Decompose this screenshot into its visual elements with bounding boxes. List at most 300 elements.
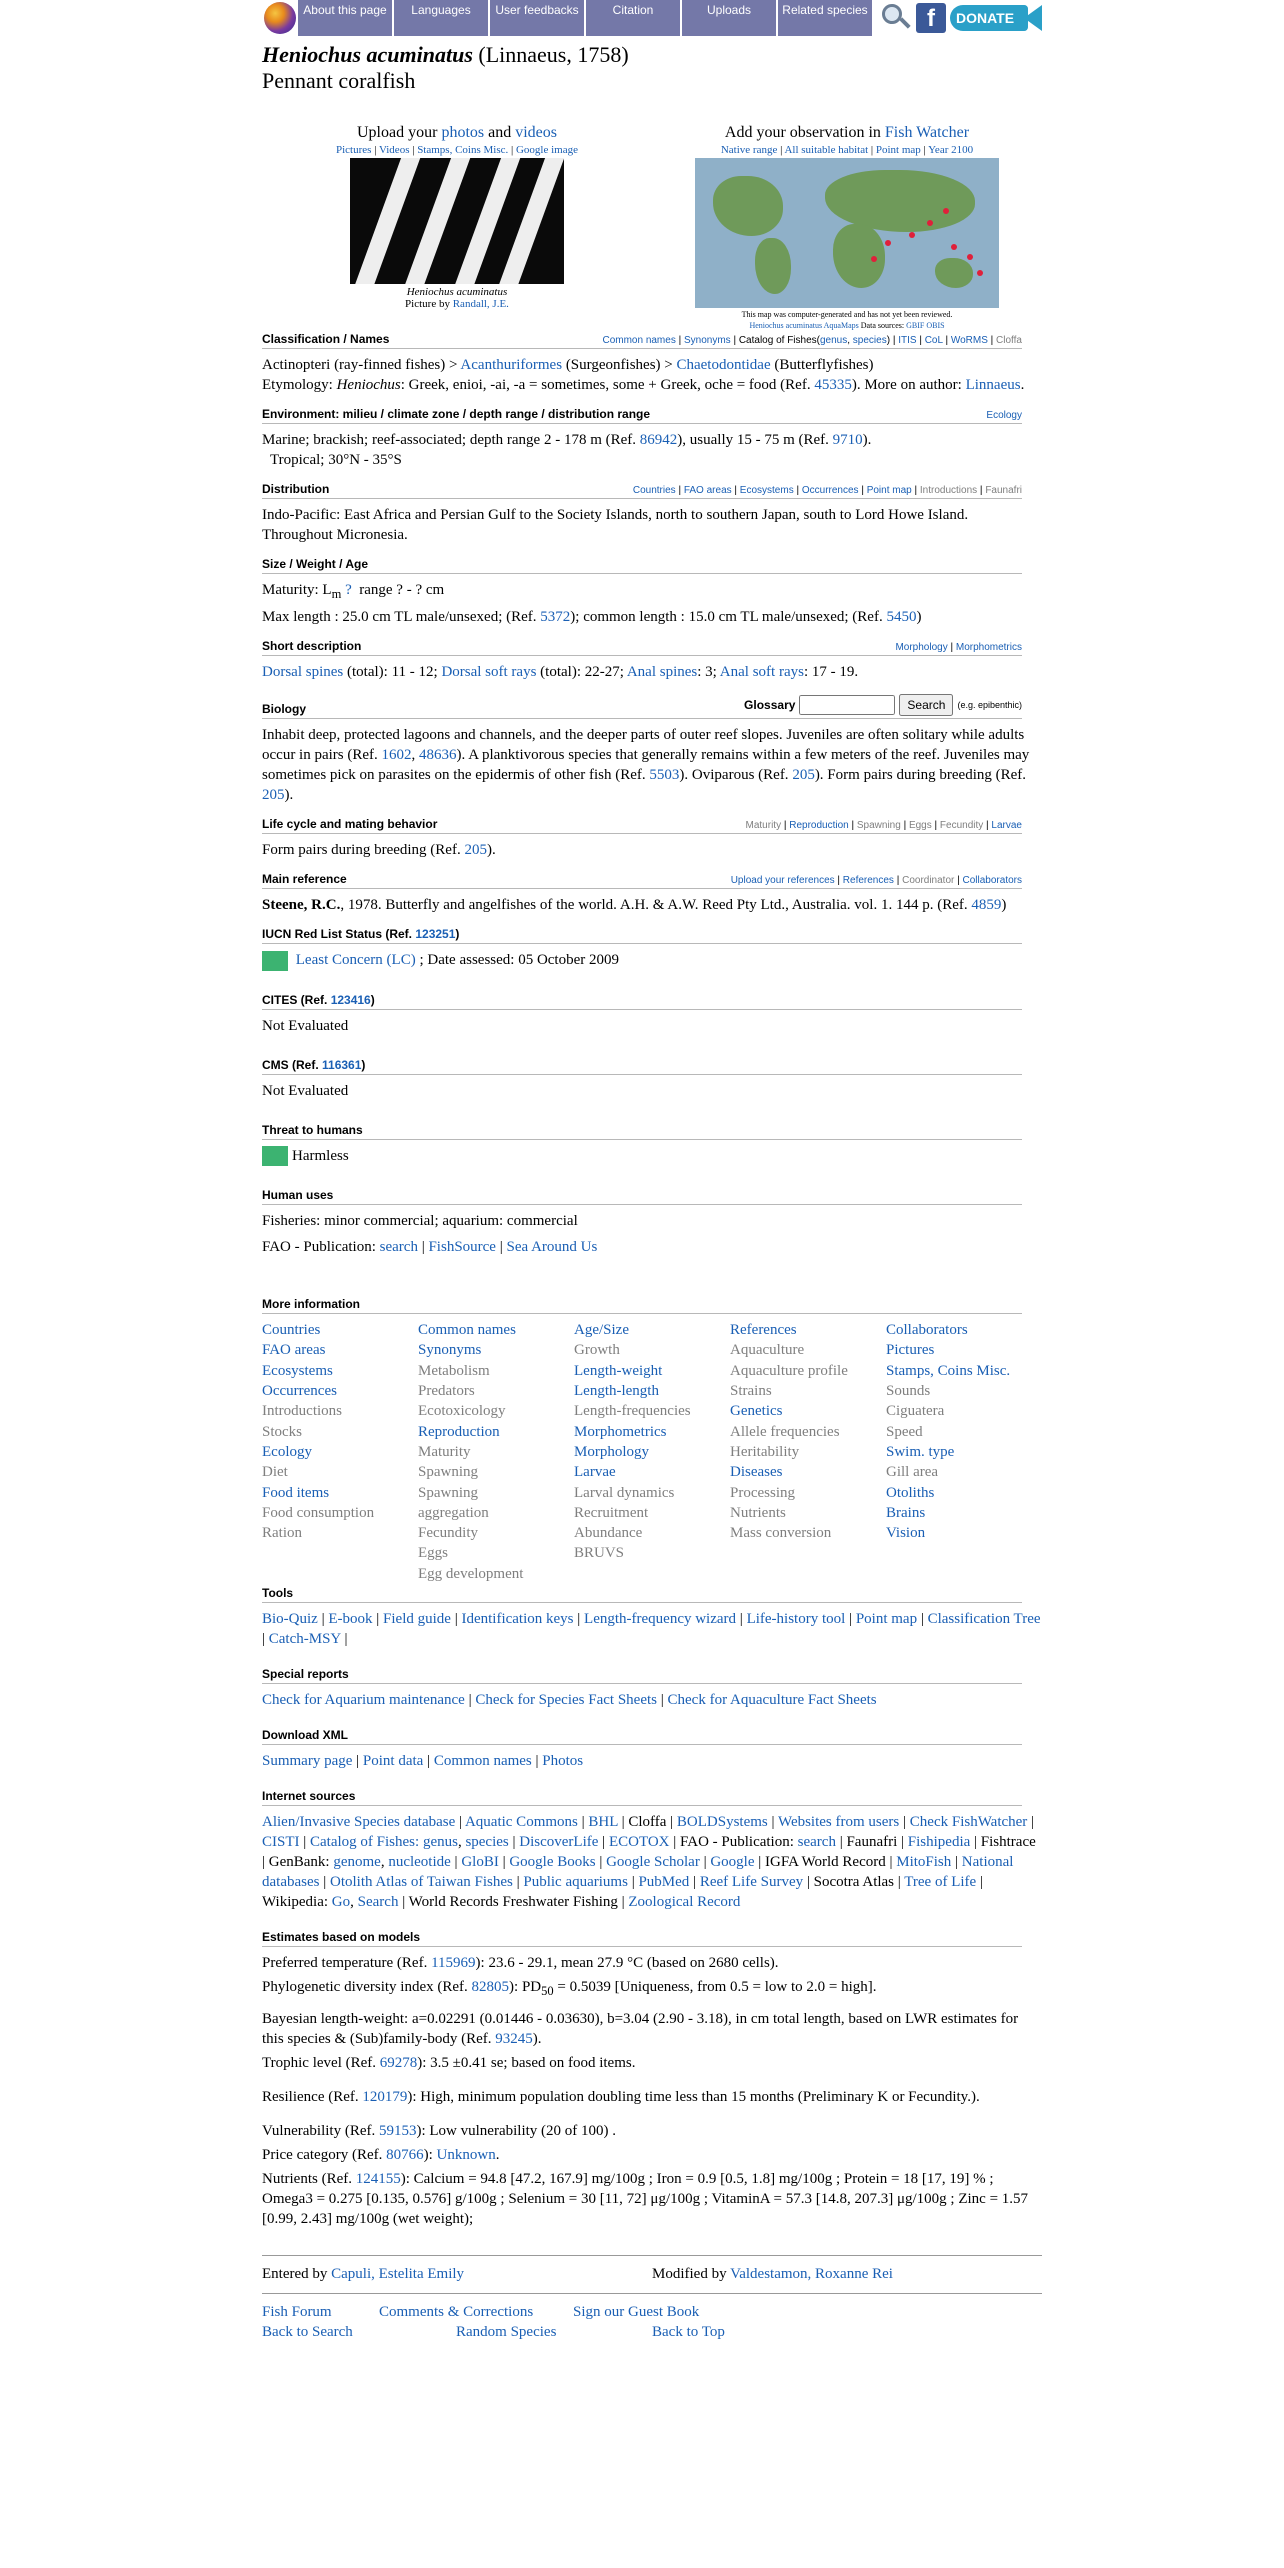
lifecycle-header xyxy=(262,817,1022,834)
ref-link[interactable]: 205 xyxy=(262,787,285,803)
more-info-label: Ration xyxy=(262,1525,302,1542)
more-info-label: Nutrients xyxy=(730,1504,786,1521)
biology-text: ). Oviparous (Ref. xyxy=(679,767,789,783)
identification-keys-link[interactable]: Identification keys xyxy=(461,1610,574,1627)
fin-text: (total): 22-27; xyxy=(540,664,624,680)
ref-link[interactable]: 86942 xyxy=(639,432,678,448)
classification-body: Actinopteri (ray-finned fishes) > Acanthuriformes (Surgeonfishes) > Chaetodontidae (Butterflyfishes) Etymology: Heniochus: Greek, enioi, -ai, -a = sometimes, some + Greek, oche = food (Ref. 45335). More on author: Linnaeus. xyxy=(262,357,1025,393)
internet-source-text: | xyxy=(299,1833,311,1850)
facebook-icon[interactable]: f xyxy=(916,3,946,33)
ref-link[interactable]: 123416 xyxy=(330,992,371,1007)
search-icon-ring xyxy=(882,4,902,24)
back-to-search-link[interactable]: Back to Search xyxy=(262,2323,353,2340)
anal-soft-rays-link[interactable]: Anal soft rays xyxy=(719,664,804,680)
more-info-label: Diet xyxy=(262,1464,288,1481)
internet-sources-header xyxy=(262,1789,1022,1806)
map-species-link[interactable]: Heniochus acuminatus xyxy=(749,321,823,330)
estimate-sub: 50 xyxy=(541,1983,554,1998)
more-info-link[interactable]: FAO areas xyxy=(262,1342,326,1359)
ref-link[interactable]: 45335 xyxy=(814,377,852,393)
internet-source-link[interactable]: Google Scholar xyxy=(606,1853,700,1870)
size-text: ); common length : 15.0 cm TL male/unsexed; (Ref. xyxy=(570,609,883,625)
iucn-status-link[interactable]: Least Concern (LC) xyxy=(295,952,416,968)
pictures-link[interactable]: Pictures xyxy=(336,144,372,156)
ref-link[interactable]: 116361 xyxy=(322,1057,362,1072)
internet-source-text: | Wikipedia: xyxy=(262,1873,987,1910)
year-2100-link[interactable]: Year 2100 xyxy=(928,144,974,156)
estimate-text: ): 23.6 - 29.1, mean 27.9 °C (based on 2680 cells). xyxy=(475,1954,779,1971)
internet-source-text: | xyxy=(512,1873,524,1890)
more-info-link[interactable]: Food items xyxy=(262,1484,330,1501)
glossary-search-button[interactable]: Search xyxy=(899,694,953,716)
price-category-link[interactable]: Unknown xyxy=(436,2146,496,2163)
upload-references-link[interactable]: Upload your references xyxy=(730,875,835,886)
aquarium-maintenance-link[interactable]: Check for Aquarium maintenance xyxy=(262,1691,465,1708)
back-to-top-link[interactable]: Back to Top xyxy=(652,2323,725,2340)
aquamaps-link[interactable]: AquaMaps xyxy=(823,321,859,330)
short-description-section xyxy=(262,639,1042,682)
synonyms-link[interactable]: Synonyms xyxy=(683,335,731,346)
faunafri-label: Faunafri xyxy=(985,485,1022,496)
more-info-label: Abundance xyxy=(574,1525,643,1542)
species-photo[interactable] xyxy=(350,158,564,284)
section-title: Special reports xyxy=(262,1666,349,1681)
map-occurrence-dot xyxy=(909,232,915,238)
environment-header xyxy=(262,407,1022,424)
short-description-body xyxy=(262,662,1042,682)
data-sources-label: Data sources: xyxy=(860,321,905,330)
internet-source-text: | xyxy=(319,1873,330,1890)
more-info-link[interactable]: Genetics xyxy=(730,1403,783,1420)
internet-source-link[interactable]: BHL xyxy=(588,1813,618,1830)
more-info-link[interactable]: Morphology xyxy=(574,1443,649,1460)
internet-source-link[interactable]: Zoological Record xyxy=(628,1893,741,1910)
stamps-link[interactable]: Stamps, Coins Misc. xyxy=(417,144,509,156)
point-map-link[interactable]: Point map xyxy=(855,1610,918,1627)
tab-languages[interactable]: Languages xyxy=(394,0,490,36)
internet-source-link[interactable]: nucleotide xyxy=(388,1853,451,1870)
cites-section xyxy=(262,993,1042,1036)
summary-page-link[interactable]: Summary page xyxy=(262,1752,353,1769)
ref-link[interactable]: 9710 xyxy=(832,432,863,448)
more-info-label: Eggs xyxy=(418,1545,448,1562)
more-info-label: Spawning xyxy=(418,1464,478,1481)
internet-source-link[interactable]: Websites from users xyxy=(777,1813,900,1830)
more-info-label: Aquaculture xyxy=(730,1342,805,1359)
ref-link[interactable]: 4859 xyxy=(971,897,1002,913)
more-info-link[interactable]: Stamps, Coins Misc. xyxy=(886,1362,1011,1379)
reference-text: ) xyxy=(1001,897,1007,913)
more-info-label: Recruitment xyxy=(574,1504,649,1521)
estimate-text: Vulnerability (Ref. xyxy=(262,2122,376,2139)
more-info-label: Fecundity xyxy=(418,1525,478,1542)
cloffa-label: Cloffa xyxy=(996,335,1022,346)
more-info-link[interactable]: Diseases xyxy=(730,1464,783,1481)
internet-source-link[interactable]: National databases xyxy=(262,1853,1018,1890)
classification-section xyxy=(262,332,1042,395)
class-text: Actinopteri (ray-finned fishes) > xyxy=(262,357,458,373)
fecundity-label: Fecundity xyxy=(939,820,984,831)
internet-source-text: | xyxy=(1027,1813,1038,1830)
species-fact-sheets-link[interactable]: Check for Species Fact Sheets xyxy=(475,1691,657,1708)
biology-text: ). Form pairs during breeding (Ref. xyxy=(814,767,1027,783)
threat-body xyxy=(262,1146,1042,1167)
internet-source-text: | xyxy=(598,1833,609,1850)
logo-disc xyxy=(264,2,296,34)
glossary-label: Glossary xyxy=(744,698,796,712)
more-info-label: Gill area xyxy=(886,1464,939,1481)
morphology-link[interactable]: Morphology xyxy=(895,642,948,653)
top-right-tools xyxy=(878,0,1042,36)
section-title: Main reference xyxy=(262,872,347,886)
catalog-species-link[interactable]: species xyxy=(852,335,887,346)
ref-link[interactable]: 123251 xyxy=(415,927,456,941)
internet-source-link[interactable]: genus xyxy=(422,1833,458,1850)
internet-source-text: , xyxy=(350,1893,358,1910)
upload-pre: Upload your xyxy=(357,124,438,141)
ecology-link[interactable]: Ecology xyxy=(986,410,1022,421)
tools-header xyxy=(262,1586,1022,1603)
more-info-link[interactable]: Countries xyxy=(262,1322,321,1339)
aquaculture-fact-sheets-link[interactable]: Check for Aquaculture Fact Sheets xyxy=(667,1691,877,1708)
more-info-link[interactable]: Ecology xyxy=(262,1443,312,1460)
modified-by-link[interactable]: Valdestamon, Roxanne Rei xyxy=(730,2265,893,2282)
biology-text: Inhabit deep, protected lagoons and channels, and the deeper parts of outer reef slopes. Juveniles are often solitary while adults occur in pairs (Ref. xyxy=(262,727,1025,763)
estimate-text: . xyxy=(495,2146,500,2163)
more-info-link[interactable]: Length-weight xyxy=(574,1362,663,1379)
more-info-link[interactable]: Occurrences xyxy=(262,1383,337,1400)
short-description-header xyxy=(262,639,1022,656)
paren: ) xyxy=(886,335,891,346)
ref-link[interactable]: 120179 xyxy=(362,2088,408,2105)
common-name: Pennant coralfish xyxy=(262,68,416,93)
internet-source-link[interactable]: Catalog of Fishes: xyxy=(310,1833,420,1850)
tab-related-species[interactable]: Related species xyxy=(778,0,874,36)
internet-source-link[interactable]: Otolith Atlas of Taiwan Fishes xyxy=(330,1873,513,1890)
fish-watcher-link[interactable]: Fish Watcher xyxy=(884,124,970,141)
photographer-link[interactable]: Randall, J.E. xyxy=(452,298,509,310)
more-info-link[interactable]: Ecosystems xyxy=(262,1362,333,1379)
size-header xyxy=(262,557,1022,574)
author-link[interactable]: Linnaeus xyxy=(965,377,1021,393)
internet-source-text: | xyxy=(498,1853,510,1870)
videos-link[interactable]: videos xyxy=(515,124,557,141)
map-occurrence-dot xyxy=(967,254,973,260)
internet-source-text: | xyxy=(699,1853,711,1870)
section-title: Threat to humans xyxy=(262,1122,363,1137)
internet-source-link[interactable]: search xyxy=(797,1833,836,1850)
lifecycle-body xyxy=(262,840,1042,860)
ref-link[interactable]: 82805 xyxy=(471,1978,510,1995)
special-reports-section xyxy=(262,1667,1042,1710)
entered-by-link[interactable]: Capuli, Estelita Emily xyxy=(331,2265,465,2282)
internet-source-link[interactable]: Search xyxy=(357,1893,399,1910)
fishsource-link[interactable]: FishSource xyxy=(428,1239,496,1256)
internet-source-text: | Cloffa | xyxy=(617,1813,677,1830)
ref-link[interactable]: 5450 xyxy=(886,609,917,625)
ref-link[interactable]: 205 xyxy=(464,842,487,858)
obis-link[interactable]: OBIS xyxy=(926,321,945,330)
photo-credit xyxy=(262,298,652,310)
dorsal-spines-link[interactable]: Dorsal spines xyxy=(262,664,344,680)
tab-user-feedbacks[interactable]: User feedbacks xyxy=(490,0,586,36)
iucn-header xyxy=(262,927,1022,944)
random-species-link[interactable]: Random Species xyxy=(456,2323,557,2340)
photo-links: Pictures | Videos | Stamps, Coins Misc. | Google image xyxy=(336,144,578,156)
internet-source-link[interactable]: Check FishWatcher xyxy=(909,1813,1028,1830)
download-xml-section xyxy=(262,1728,1042,1771)
morphometrics-link[interactable]: Morphometrics xyxy=(955,642,1022,653)
main-reference-body xyxy=(262,895,1042,915)
estimate-text: Preferred temperature (Ref. xyxy=(262,1954,428,1971)
internet-source-link[interactable]: Google Books xyxy=(509,1853,596,1870)
internet-source-link[interactable]: MitoFish xyxy=(896,1853,952,1870)
more-info-link[interactable]: Reproduction xyxy=(418,1423,500,1440)
collaborators-link[interactable]: Collaborators xyxy=(962,875,1022,886)
reference-links: Upload your references | References | Coordinator | Collaborators xyxy=(730,875,1022,886)
ref-link[interactable]: 69278 xyxy=(379,2054,418,2071)
ref-link[interactable]: 1602 xyxy=(381,747,412,763)
ref-link[interactable]: 80766 xyxy=(386,2146,424,2163)
cms-head-text: ) xyxy=(361,1057,366,1072)
estimates-body xyxy=(262,1953,1042,2229)
common-names-xml-link[interactable]: Common names xyxy=(433,1752,532,1769)
lifecycle-text: Form pairs during breeding (Ref. xyxy=(262,842,461,858)
internet-source-link[interactable]: PubMed xyxy=(638,1873,690,1890)
maturity-sub: m xyxy=(331,587,342,601)
reference-text: , 1978. Butterfly and angelfishes of the world. A.H. & A.W. Reed Pty Ltd., Australia. vol. 1. 144 p. (Ref. xyxy=(340,897,968,913)
map-occurrence-dot xyxy=(871,256,877,262)
more-info-link[interactable]: Synonyms xyxy=(418,1342,482,1359)
cms-body: Not Evaluated xyxy=(262,1082,349,1099)
section-title: Environment: milieu / climate zone / depth range / distribution range xyxy=(262,407,651,421)
search-icon[interactable] xyxy=(878,1,912,35)
more-info-link[interactable]: Otoliths xyxy=(886,1484,935,1501)
iucn-body xyxy=(262,950,1042,971)
etymology-genus: Heniochus xyxy=(336,377,401,393)
ref-link[interactable]: 115969 xyxy=(431,1954,476,1971)
ref-link[interactable]: 48636 xyxy=(419,747,457,763)
size-section xyxy=(262,557,1042,627)
catalog-genus-link[interactable]: genus xyxy=(819,335,848,346)
maturity-help-link[interactable]: ? xyxy=(345,582,352,598)
more-info-link[interactable]: Collaborators xyxy=(886,1322,968,1339)
gbif-link[interactable]: GBIF xyxy=(906,321,925,330)
estimate-text: Nutrients (Ref. xyxy=(262,2170,352,2187)
internet-source-text: | IGFA World Record | xyxy=(754,1853,897,1870)
ecosystems-link[interactable]: Ecosystems xyxy=(739,485,794,496)
order-link[interactable]: Acanthuriformes xyxy=(460,357,563,373)
ref-link[interactable]: 5372 xyxy=(540,609,571,625)
length-frequency-wizard-link[interactable]: Length-frequency wizard xyxy=(584,1610,737,1627)
distribution-map[interactable] xyxy=(695,158,999,308)
cms-header xyxy=(262,1058,1022,1075)
more-info-link[interactable]: Swim. type xyxy=(886,1443,955,1460)
internet-source-text: | xyxy=(899,1813,910,1830)
tab-about-this-page[interactable]: About this page xyxy=(298,0,394,36)
section-title: Classification / Names xyxy=(262,332,390,346)
more-info-label: Ciguatera xyxy=(886,1403,945,1420)
col-link[interactable]: CoL xyxy=(924,335,943,346)
maturity-label: Maturity: L xyxy=(262,582,332,598)
internet-source-text: | xyxy=(455,1813,465,1830)
more-info-link[interactable]: Vision xyxy=(886,1525,926,1542)
anal-spines-link[interactable]: Anal spines xyxy=(626,664,698,680)
reproduction-link[interactable]: Reproduction xyxy=(789,820,849,831)
more-info-link[interactable]: Pictures xyxy=(886,1342,935,1359)
glossary-input[interactable] xyxy=(799,695,895,715)
fish-forum-link[interactable]: Fish Forum xyxy=(262,2303,332,2320)
glossary-search xyxy=(744,694,1022,716)
biology-body: Inhabit deep, protected lagoons and channels, and the deeper parts of outer reef slopes. Juveniles are often solitary while adults occur in pairs (Ref. 1602, 48636). A planktivorous species that generally remains within a few meters of the reef. Juveniles may sometimes pick on parasites on the epidermis of other fish (Ref. 5503). Oviparous (Ref. 205). Form pairs during breeding (Ref. 205). xyxy=(262,727,1030,803)
larvae-link[interactable]: Larvae xyxy=(991,820,1022,831)
estimate-text: ): Low vulnerability (20 of 100) . xyxy=(416,2122,617,2139)
footer-links xyxy=(262,2293,1042,2342)
more-info-link[interactable]: References xyxy=(730,1322,797,1339)
fao-areas-link[interactable]: FAO areas xyxy=(683,485,732,496)
internet-source-link[interactable]: CISTI xyxy=(262,1833,300,1850)
distribution-body: Indo-Pacific: East Africa and Persian Gulf to the Society Islands, north to southern Japan, south to Lord Howe Island. Throughout Micronesia. xyxy=(262,507,969,543)
point-map-link[interactable]: Point map xyxy=(875,144,921,156)
catalog-label: Catalog of Fishes( xyxy=(738,335,820,346)
footer-links-row xyxy=(262,2322,1042,2342)
field-guide-link[interactable]: Field guide xyxy=(383,1610,451,1627)
native-range-link[interactable]: Native range xyxy=(720,144,778,156)
suitable-habitat-link[interactable]: All suitable habitat xyxy=(784,144,869,156)
internet-source-link[interactable]: species xyxy=(465,1833,509,1850)
videos-sub-link[interactable]: Videos xyxy=(378,144,410,156)
ref-link[interactable]: 5503 xyxy=(649,767,680,783)
main-reference-section xyxy=(262,872,1042,915)
species-title xyxy=(262,42,1042,68)
fao-label: FAO - Publication: xyxy=(262,1239,376,1256)
map-column xyxy=(652,124,1042,330)
more-info-link[interactable]: Common names xyxy=(418,1322,516,1339)
more-info-column xyxy=(418,1320,574,1584)
estimate-text: ): High, minimum population doubling time less than 15 months (Preliminary K or Fecundity.). xyxy=(407,2088,980,2105)
top-navigation-bar xyxy=(262,0,1042,36)
download-xml-body: Summary page | Point data | Common names | Photos xyxy=(262,1752,584,1769)
page-footer xyxy=(262,2255,1042,2342)
biology-text: ). xyxy=(284,787,294,803)
short-desc-links: Morphology | Morphometrics xyxy=(895,642,1022,653)
etymology-text: : Greek, enioi, -ai, -a = sometimes, some + Greek, oche = food (Ref. xyxy=(400,377,811,393)
worms-link[interactable]: WoRMS xyxy=(950,335,988,346)
countries-link[interactable]: Countries xyxy=(632,485,676,496)
dorsal-soft-rays-link[interactable]: Dorsal soft rays xyxy=(441,664,537,680)
internet-source-link[interactable]: Reef Life Survey xyxy=(699,1873,804,1890)
estimate-text: ): xyxy=(423,2146,437,2163)
occurrences-link[interactable]: Occurrences xyxy=(801,485,859,496)
photos-link[interactable]: photos xyxy=(441,124,485,141)
ref-link[interactable]: 205 xyxy=(792,767,815,783)
internet-source-link[interactable]: Aquatic Commons xyxy=(464,1813,578,1830)
internet-source-link[interactable]: BOLDSystems xyxy=(676,1813,768,1830)
classification-tree-link[interactable]: Classification Tree xyxy=(927,1610,1041,1627)
google-image-link[interactable]: Google image xyxy=(515,144,578,156)
threat-text: Harmless xyxy=(292,1147,349,1164)
tab-uploads[interactable]: Uploads xyxy=(682,0,778,36)
point-map-link[interactable]: Point map xyxy=(866,485,912,496)
etymology-text: ). More on author: xyxy=(851,377,962,393)
internet-sources-body xyxy=(262,1812,1042,1912)
more-info-link[interactable]: Brains xyxy=(886,1504,926,1521)
internet-source-text: | xyxy=(627,1873,639,1890)
maturity-label: Maturity xyxy=(745,820,782,831)
common-names-link[interactable]: Common names xyxy=(602,335,676,346)
internet-source-link[interactable]: DiscoverLife xyxy=(519,1833,599,1850)
eggs-label: Eggs xyxy=(908,820,932,831)
guest-book-link[interactable]: Sign our Guest Book xyxy=(573,2303,700,2320)
climate-text: Tropical; 30°N - 35°S xyxy=(270,452,402,468)
fin-text: (total): 11 - 12; xyxy=(347,664,438,680)
special-reports-header xyxy=(262,1667,1022,1684)
internet-source-link[interactable]: ECOTOX xyxy=(608,1833,670,1850)
more-info-link[interactable]: Length-length xyxy=(574,1383,659,1400)
sea-around-us-link[interactable]: Sea Around Us xyxy=(506,1239,598,1256)
size-text: ) xyxy=(916,609,922,625)
environment-section xyxy=(262,407,1042,470)
internet-source-text: | xyxy=(689,1873,700,1890)
fao-search-link[interactable]: search xyxy=(379,1239,418,1256)
section-title: Size / Weight / Age xyxy=(262,557,369,571)
tools-body: Bio-Quiz | E-book | Field guide | Identification keys | Length-frequency wizard | Life-history tool | Point map | Classification Tree | Catch-MSY | xyxy=(262,1610,1041,1647)
internet-source-link[interactable]: Alien/Invasive Species database xyxy=(262,1813,456,1830)
internet-source-link[interactable]: genome xyxy=(333,1853,381,1870)
estimate-text: Resilience (Ref. xyxy=(262,2088,359,2105)
observation-heading xyxy=(652,124,1042,142)
life-history-tool-link[interactable]: Life-history tool xyxy=(746,1610,846,1627)
tab-citation[interactable]: Citation xyxy=(586,0,682,36)
internet-source-link[interactable]: Google xyxy=(710,1853,755,1870)
internet-source-link[interactable]: GloBI xyxy=(461,1853,499,1870)
ref-link[interactable]: 59153 xyxy=(378,2122,417,2139)
ref-link[interactable]: 124155 xyxy=(355,2170,401,2187)
env-text: ), usually 15 - 75 m (Ref. xyxy=(677,432,829,448)
more-info-link[interactable]: Larvae xyxy=(574,1464,616,1481)
internet-source-link[interactable]: Go xyxy=(331,1893,351,1910)
family-link[interactable]: Chaetodontidae xyxy=(676,357,771,373)
fishbase-logo[interactable] xyxy=(262,0,292,36)
classification-links: Common names | Synonyms | Catalog of Fishes(genus, species) | ITIS | CoL | WoRMS | Cloffa xyxy=(602,335,1022,346)
lifecycle-section xyxy=(262,817,1042,860)
point-data-link[interactable]: Point data xyxy=(362,1752,424,1769)
donate-button[interactable] xyxy=(950,2,1042,34)
more-info-label: Metabolism xyxy=(418,1362,490,1379)
comma: , xyxy=(847,335,853,346)
e-book-link[interactable]: E-book xyxy=(328,1610,373,1627)
internet-source-link[interactable]: Tree of Life xyxy=(904,1873,977,1890)
more-info-link[interactable]: Age/Size xyxy=(574,1322,629,1339)
internet-source-link[interactable]: Public aquariums xyxy=(523,1873,628,1890)
section-title: Estimates based on models xyxy=(262,1929,421,1944)
catch-msy-link[interactable]: Catch-MSY xyxy=(268,1630,341,1647)
more-info-link[interactable]: Morphometrics xyxy=(574,1423,667,1440)
iucn-section xyxy=(262,927,1042,971)
ref-link[interactable]: 93245 xyxy=(495,2030,533,2047)
estimate-text: ). xyxy=(532,2030,542,2047)
class-text: (Surgeonfishes) > xyxy=(565,357,673,373)
modified-label: Modified by xyxy=(652,2265,727,2282)
references-link[interactable]: References xyxy=(842,875,894,886)
bio-quiz-link[interactable]: Bio-Quiz xyxy=(262,1610,318,1627)
nav-tabs xyxy=(298,0,874,36)
human-uses-header xyxy=(262,1188,1022,1205)
itis-link[interactable]: ITIS xyxy=(898,335,917,346)
comments-corrections-link[interactable]: Comments & Corrections xyxy=(379,2303,534,2320)
internet-source-link[interactable]: Fishipedia xyxy=(907,1833,971,1850)
photos-xml-link[interactable]: Photos xyxy=(542,1752,584,1769)
